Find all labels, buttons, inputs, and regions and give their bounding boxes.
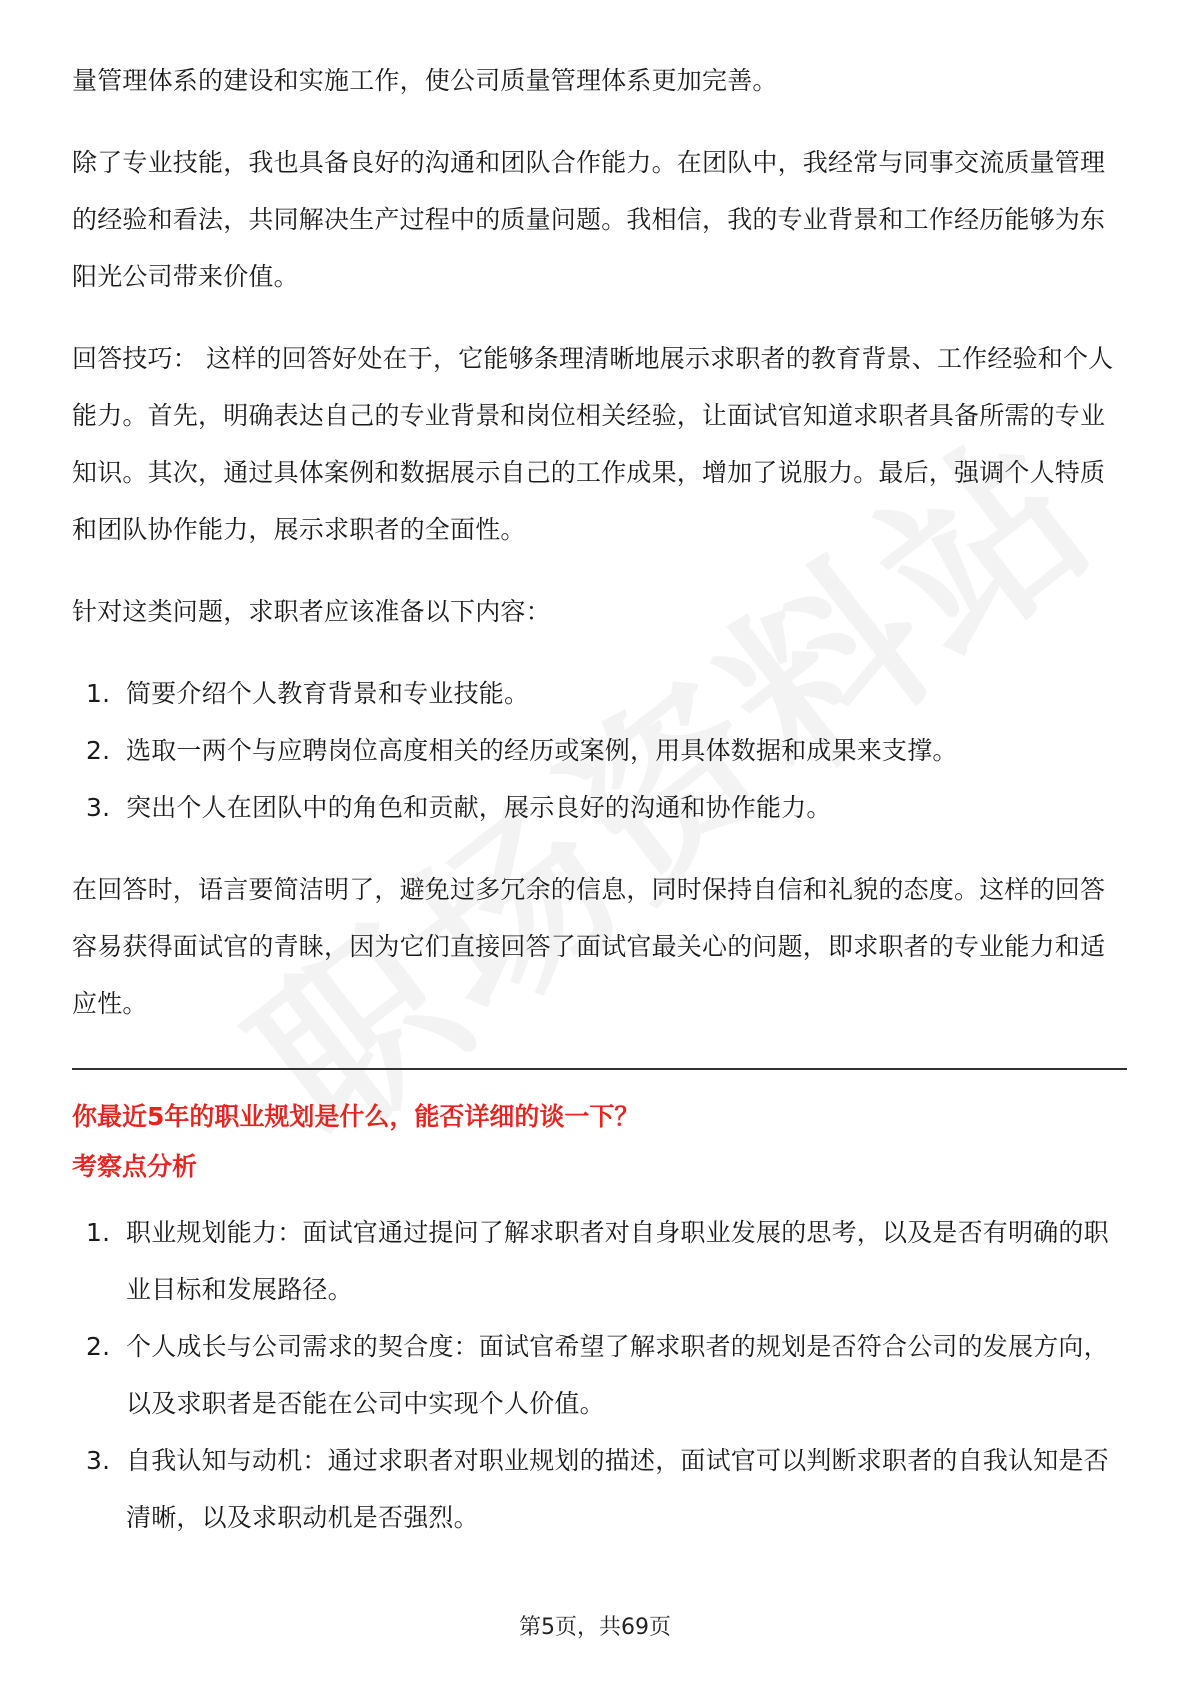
prep-list (72, 665, 1127, 836)
paragraph-answer-tips: 回答技巧： 这样的回答好处在于，它能够条理清晰地展示求职者的教育背景、工作经验和个人能力。首先，明确表达自己的专业背景和岗位相关经验，让面试官知道求职者具备所需的专业知识。其次，通过具体案例和数据展示自己的工作成果，增加了说服力。最后，强调个人特质和团队协作能力，展示求职者的全面性。 (72, 344, 1114, 544)
list-number: 3. (86, 1446, 111, 1475)
list-item (72, 722, 1127, 779)
page-footer: 第5页，共69页 (519, 1615, 671, 1640)
paragraph-closing: 在回答时，语言要简洁明了，避免过多冗余的信息，同时保持自信和礼貌的态度。这样的回答容易获得面试官的青睐，因为它们直接回答了面试官最关心的问题，即求职者的专业能力和适应性。 (72, 875, 1106, 1018)
section-divider (72, 1068, 1127, 1070)
analysis-points-list (72, 1204, 1127, 1546)
list-text: 职业规划能力：面试官通过提问了解求职者对自身职业发展的思考，以及是否有明确的职业目标和发展路径。 (126, 1218, 1109, 1304)
list-number: 3. (86, 793, 111, 822)
list-item (72, 665, 1127, 722)
page-content (72, 52, 1127, 1571)
list-item (72, 1318, 1127, 1432)
list-item (72, 779, 1127, 836)
list-text: 选取一两个与应聘岗位高度相关的经历或案例，用具体数据和成果来支撑。 (126, 736, 958, 765)
question-title: 你最近5年的职业规划是什么，能否详细的谈一下？ (72, 1102, 640, 1131)
list-item (72, 1432, 1127, 1546)
list-number: 1. (86, 679, 111, 708)
list-item (72, 1204, 1127, 1318)
list-text: 自我认知与动机：通过求职者对职业规划的描述，面试官可以判断求职者的自我认知是否清晰，以及求职动机是否强烈。 (126, 1446, 1109, 1532)
list-text: 突出个人在团队中的角色和贡献，展示良好的沟通和协作能力。 (126, 793, 832, 822)
paragraph-continuation: 量管理体系的建设和实施工作，使公司质量管理体系更加完善。 (72, 66, 778, 95)
list-number: 2. (86, 736, 111, 765)
paragraph-prep-intro: 针对这类问题，求职者应该准备以下内容： (72, 597, 551, 626)
paragraph-skills: 除了专业技能，我也具备良好的沟通和团队合作能力。在团队中，我经常与同事交流质量管理的经验和看法，共同解决生产过程中的质量问题。我相信，我的专业背景和工作经历能够为东阳光公司带来价值。 (72, 148, 1106, 291)
list-text: 个人成长与公司需求的契合度：面试官希望了解求职者的规划是否符合公司的发展方向，以及求职者是否能在公司中实现个人价值。 (126, 1332, 1109, 1418)
list-number: 1. (86, 1218, 111, 1247)
list-text: 简要介绍个人教育背景和专业技能。 (126, 679, 530, 708)
analysis-heading: 考察点分析 (72, 1152, 198, 1181)
list-number: 2. (86, 1332, 111, 1361)
